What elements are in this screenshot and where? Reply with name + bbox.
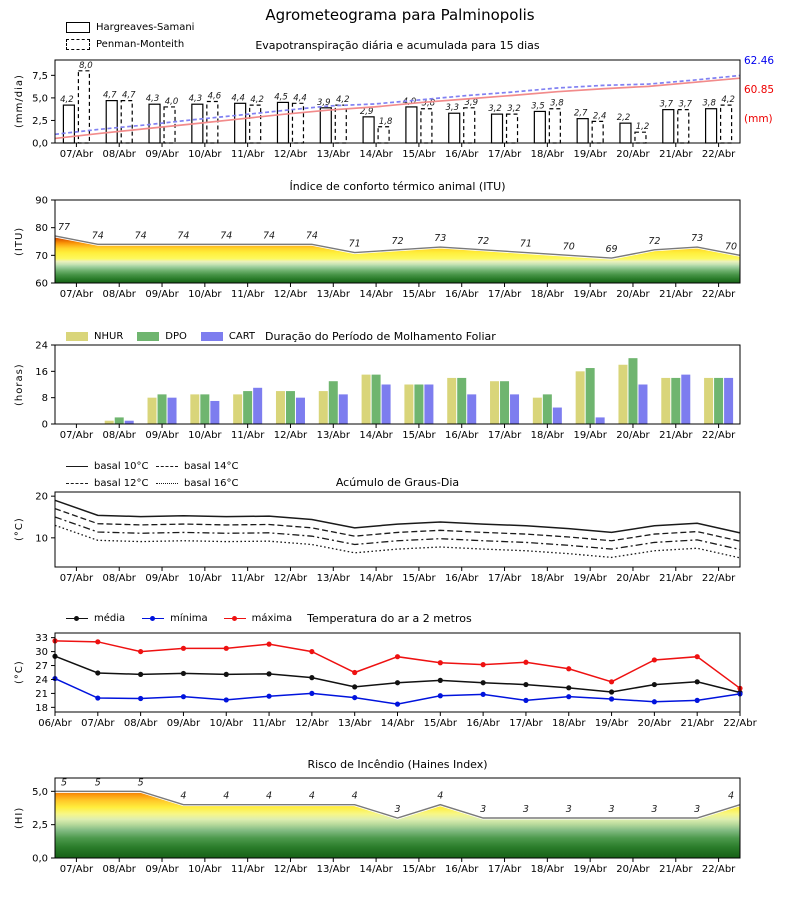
itu-chart — [0, 195, 800, 303]
svg-text:13/Abr: 13/Abr — [316, 430, 350, 441]
svg-text:7,5: 7,5 — [32, 70, 48, 82]
svg-text:3: 3 — [522, 804, 529, 815]
svg-text:12/Abr: 12/Abr — [295, 718, 329, 729]
svg-text:17/Abr: 17/Abr — [487, 573, 522, 584]
svg-text:4: 4 — [180, 790, 187, 802]
svg-text:08/Abr: 08/Abr — [102, 149, 136, 160]
svg-text:3: 3 — [651, 804, 658, 815]
svg-text:12/Abr: 12/Abr — [273, 430, 308, 441]
svg-text:8: 8 — [41, 393, 48, 405]
svg-text:3,8: 3,8 — [550, 98, 564, 109]
svg-text:3: 3 — [608, 804, 615, 815]
svg-text:11/Abr: 11/Abr — [230, 864, 265, 875]
svg-text:21/Abr: 21/Abr — [659, 864, 693, 875]
evapo-chart — [0, 55, 800, 163]
svg-text:3: 3 — [394, 804, 401, 815]
legend-label-minima: mínima — [170, 613, 208, 624]
svg-text:16/Abr: 16/Abr — [445, 864, 479, 875]
svg-text:30: 30 — [35, 647, 48, 659]
hargreaves-total-label: 60.85 — [744, 84, 775, 96]
svg-text:4,7: 4,7 — [121, 90, 136, 101]
svg-text:5,0: 5,0 — [32, 93, 48, 105]
svg-text:07/Abr: 07/Abr — [59, 430, 94, 441]
svg-text:07/Abr: 07/Abr — [59, 289, 94, 300]
svg-text:3: 3 — [480, 804, 487, 815]
svg-text:11/Abr: 11/Abr — [230, 430, 265, 441]
svg-text:11/Abr: 11/Abr — [230, 149, 265, 160]
svg-text:80: 80 — [35, 223, 48, 235]
svg-text:69: 69 — [605, 244, 618, 256]
svg-text:22/Abr: 22/Abr — [701, 430, 736, 441]
svg-text:4: 4 — [266, 790, 273, 802]
legend-label-penman: Penman-Monteith — [96, 39, 185, 50]
svg-text:18/Abr: 18/Abr — [552, 718, 586, 729]
temp-title: Temperatura do ar a 2 metros — [307, 612, 472, 625]
svg-text:19/Abr: 19/Abr — [573, 430, 607, 441]
svg-text:4,0: 4,0 — [402, 96, 417, 107]
svg-text:14/Abr: 14/Abr — [359, 430, 393, 441]
molhamento-chart — [0, 340, 800, 444]
svg-text:18/Abr: 18/Abr — [530, 573, 565, 584]
svg-text:3,8: 3,8 — [421, 98, 436, 109]
svg-text:3,2: 3,2 — [507, 104, 521, 115]
svg-text:10: 10 — [35, 533, 48, 545]
svg-text:20/Abr: 20/Abr — [616, 149, 650, 160]
svg-text:20/Abr: 20/Abr — [616, 289, 650, 300]
temp-legend-row — [66, 612, 472, 625]
svg-text:73: 73 — [434, 233, 447, 245]
svg-text:21: 21 — [35, 688, 48, 700]
svg-text:09/Abr: 09/Abr — [145, 864, 179, 875]
svg-text:4,2: 4,2 — [250, 95, 264, 106]
svg-text:70: 70 — [562, 241, 575, 253]
graus-ylabel: (°C) — [14, 517, 25, 542]
svg-text:4,6: 4,6 — [207, 91, 222, 102]
svg-text:4: 4 — [727, 790, 735, 802]
svg-text:22/Abr: 22/Abr — [701, 573, 736, 584]
molhamento-ylabel: (horas) — [14, 363, 25, 406]
svg-text:0,0: 0,0 — [32, 853, 48, 865]
svg-text:2,2: 2,2 — [616, 113, 631, 124]
svg-text:18/Abr: 18/Abr — [530, 430, 565, 441]
svg-text:73: 73 — [691, 233, 704, 245]
svg-text:14/Abr: 14/Abr — [380, 718, 415, 729]
svg-text:16/Abr: 16/Abr — [445, 289, 479, 300]
svg-text:13/Abr: 13/Abr — [316, 864, 350, 875]
svg-text:21/Abr: 21/Abr — [659, 149, 693, 160]
svg-text:15/Abr: 15/Abr — [402, 149, 436, 160]
svg-text:77: 77 — [57, 221, 71, 233]
svg-text:4,7: 4,7 — [102, 90, 117, 101]
svg-text:20/Abr: 20/Abr — [616, 573, 650, 584]
legend-label-basal12: basal 12°C — [94, 478, 149, 489]
itu-title: Índice de conforto térmico animal (ITU) — [289, 180, 506, 193]
svg-text:12/Abr: 12/Abr — [273, 573, 308, 584]
svg-text:3,2: 3,2 — [488, 104, 502, 115]
svg-text:14/Abr: 14/Abr — [359, 289, 393, 300]
legend-label-nhur: NHUR — [94, 331, 124, 342]
svg-text:10/Abr: 10/Abr — [188, 430, 222, 441]
svg-text:13/Abr: 13/Abr — [316, 149, 350, 160]
itu-ylabel: (ITU) — [14, 226, 25, 257]
svg-text:08/Abr: 08/Abr — [102, 430, 136, 441]
svg-text:14/Abr: 14/Abr — [359, 573, 393, 584]
svg-text:90: 90 — [35, 195, 48, 207]
page-title: Agrometeograma para Palminopolis — [265, 6, 535, 24]
svg-text:24: 24 — [35, 340, 48, 352]
svg-text:0,0: 0,0 — [32, 138, 48, 150]
svg-text:19/Abr: 19/Abr — [573, 864, 607, 875]
svg-text:3,3: 3,3 — [445, 103, 459, 114]
svg-text:4,3: 4,3 — [188, 94, 203, 105]
mm-unit-label: (mm) — [744, 113, 773, 125]
evapo-title: Evapotranspiração diária e acumulada para 15 dias — [255, 39, 540, 52]
svg-text:2,4: 2,4 — [592, 111, 607, 122]
svg-text:13/Abr: 13/Abr — [316, 289, 350, 300]
svg-text:3,7: 3,7 — [659, 99, 674, 110]
svg-text:70: 70 — [724, 241, 738, 253]
svg-text:18/Abr: 18/Abr — [530, 289, 565, 300]
svg-text:10/Abr: 10/Abr — [188, 149, 222, 160]
legend-label-basal14: basal 14°C — [184, 461, 239, 472]
svg-text:3,9: 3,9 — [317, 97, 331, 108]
svg-text:16/Abr: 16/Abr — [445, 149, 479, 160]
svg-text:20/Abr: 20/Abr — [637, 718, 672, 729]
svg-text:19/Abr: 19/Abr — [573, 289, 607, 300]
svg-text:27: 27 — [35, 661, 48, 673]
maxima-line-icon — [224, 618, 246, 619]
media-line-icon — [66, 618, 88, 619]
svg-text:3,7: 3,7 — [678, 99, 693, 110]
svg-text:5: 5 — [137, 777, 144, 789]
svg-text:10/Abr: 10/Abr — [188, 289, 222, 300]
svg-text:09/Abr: 09/Abr — [166, 718, 201, 729]
svg-text:16/Abr: 16/Abr — [466, 718, 500, 729]
graus-chart — [0, 487, 800, 587]
svg-text:07/Abr: 07/Abr — [59, 864, 94, 875]
legend-label-cart: CART — [228, 331, 256, 342]
svg-text:21/Abr: 21/Abr — [659, 289, 693, 300]
svg-text:06/Abr: 06/Abr — [38, 718, 72, 729]
svg-text:72: 72 — [391, 235, 404, 247]
svg-text:70: 70 — [35, 250, 48, 262]
svg-text:13/Abr: 13/Abr — [316, 573, 350, 584]
svg-text:19/Abr: 19/Abr — [573, 149, 607, 160]
svg-text:08/Abr: 08/Abr — [102, 864, 136, 875]
svg-text:16/Abr: 16/Abr — [445, 573, 479, 584]
svg-text:74: 74 — [305, 230, 318, 242]
svg-text:74: 74 — [263, 230, 276, 242]
basal10-line-icon — [66, 466, 88, 467]
svg-text:20/Abr: 20/Abr — [616, 430, 650, 441]
svg-text:5: 5 — [60, 777, 68, 789]
svg-text:4,2: 4,2 — [721, 95, 735, 106]
svg-text:10/Abr: 10/Abr — [188, 573, 222, 584]
svg-text:4,2: 4,2 — [60, 95, 74, 106]
svg-text:1,2: 1,2 — [635, 122, 650, 133]
legend-label-hargreaves: Hargreaves-Samani — [96, 22, 195, 33]
temp-ylabel: (°C) — [14, 660, 25, 685]
svg-text:14/Abr: 14/Abr — [359, 864, 393, 875]
svg-text:15/Abr: 15/Abr — [402, 289, 436, 300]
svg-text:72: 72 — [648, 235, 661, 247]
svg-text:07/Abr: 07/Abr — [81, 718, 115, 729]
svg-text:21/Abr: 21/Abr — [659, 430, 693, 441]
svg-text:10/Abr: 10/Abr — [209, 718, 243, 729]
svg-text:3,8: 3,8 — [702, 98, 716, 109]
svg-text:22/Abr: 22/Abr — [701, 149, 736, 160]
svg-text:19/Abr: 19/Abr — [573, 573, 607, 584]
svg-text:07/Abr: 07/Abr — [59, 573, 94, 584]
svg-text:09/Abr: 09/Abr — [145, 430, 179, 441]
haines-title: Risco de Incêndio (Haines Index) — [307, 758, 488, 771]
svg-text:3: 3 — [565, 804, 572, 815]
svg-text:72: 72 — [477, 235, 490, 247]
haines-ylabel: (HI) — [14, 806, 25, 830]
svg-text:8,0: 8,0 — [79, 60, 93, 71]
svg-text:4,3: 4,3 — [145, 94, 160, 105]
svg-text:24: 24 — [35, 674, 48, 686]
svg-text:13/Abr: 13/Abr — [337, 718, 372, 729]
svg-text:74: 74 — [91, 230, 104, 242]
svg-text:3: 3 — [694, 804, 701, 815]
legend-label-dpo: DPO — [165, 331, 187, 342]
svg-text:22/Abr: 22/Abr — [723, 718, 757, 729]
svg-text:17/Abr: 17/Abr — [487, 149, 522, 160]
svg-text:17/Abr: 17/Abr — [509, 718, 543, 729]
svg-text:18/Abr: 18/Abr — [530, 864, 565, 875]
svg-text:14/Abr: 14/Abr — [359, 149, 393, 160]
svg-text:12/Abr: 12/Abr — [273, 864, 308, 875]
svg-text:17/Abr: 17/Abr — [487, 864, 522, 875]
svg-text:11/Abr: 11/Abr — [252, 718, 286, 729]
svg-text:15/Abr: 15/Abr — [423, 718, 458, 729]
svg-text:15/Abr: 15/Abr — [402, 430, 436, 441]
evapo-legend-row-hargreaves — [66, 22, 194, 33]
svg-text:3,9: 3,9 — [464, 97, 478, 108]
svg-text:60: 60 — [35, 278, 48, 290]
graus-legend-row-1 — [66, 461, 238, 472]
svg-text:71: 71 — [348, 238, 361, 250]
svg-text:09/Abr: 09/Abr — [145, 149, 179, 160]
svg-text:4,5: 4,5 — [274, 92, 288, 103]
svg-text:2,5: 2,5 — [32, 115, 48, 127]
svg-text:4,2: 4,2 — [336, 95, 350, 106]
legend-label-media: média — [94, 613, 126, 624]
svg-text:4,4: 4,4 — [293, 93, 307, 104]
svg-text:08/Abr: 08/Abr — [102, 573, 136, 584]
svg-text:20: 20 — [35, 491, 48, 503]
svg-text:20/Abr: 20/Abr — [616, 864, 650, 875]
svg-text:07/Abr: 07/Abr — [59, 149, 94, 160]
svg-text:2,7: 2,7 — [573, 108, 588, 119]
svg-text:09/Abr: 09/Abr — [145, 573, 179, 584]
svg-text:33: 33 — [35, 633, 48, 645]
haines-chart — [0, 773, 800, 878]
svg-text:74: 74 — [134, 230, 147, 242]
svg-text:5: 5 — [94, 777, 101, 789]
svg-text:16/Abr: 16/Abr — [445, 430, 479, 441]
svg-text:1,8: 1,8 — [378, 116, 393, 127]
svg-text:09/Abr: 09/Abr — [145, 289, 179, 300]
legend-label-basal16: basal 16°C — [184, 478, 239, 489]
svg-text:3,5: 3,5 — [531, 101, 545, 112]
svg-text:12/Abr: 12/Abr — [273, 289, 308, 300]
svg-text:11/Abr: 11/Abr — [230, 289, 265, 300]
svg-text:08/Abr: 08/Abr — [123, 718, 158, 729]
svg-text:4: 4 — [223, 790, 230, 802]
legend-label-maxima: máxima — [251, 613, 293, 624]
graus-title: Acúmulo de Graus-Dia — [335, 476, 460, 489]
svg-text:5,0: 5,0 — [32, 786, 48, 798]
svg-text:2,5: 2,5 — [32, 820, 48, 832]
svg-text:10/Abr: 10/Abr — [188, 864, 222, 875]
svg-text:16: 16 — [35, 366, 48, 378]
svg-text:19/Abr: 19/Abr — [594, 718, 629, 729]
molhamento-title: Duração do Período de Molhamento Foliar — [265, 330, 496, 343]
evapo-ylabel: (mm/dia) — [14, 74, 25, 129]
temp-chart — [0, 628, 800, 732]
svg-text:4: 4 — [308, 790, 315, 802]
svg-text:18: 18 — [35, 702, 48, 714]
svg-text:21/Abr: 21/Abr — [680, 718, 714, 729]
svg-text:0: 0 — [41, 419, 48, 431]
svg-text:71: 71 — [519, 238, 532, 250]
svg-text:4,4: 4,4 — [231, 93, 245, 104]
svg-text:4: 4 — [351, 790, 358, 802]
basal14-line-icon — [156, 466, 178, 467]
svg-text:21/Abr: 21/Abr — [659, 573, 693, 584]
legend-label-basal10: basal 10°C — [94, 461, 149, 472]
svg-text:74: 74 — [177, 230, 190, 242]
svg-text:74: 74 — [220, 230, 233, 242]
hargreaves-swatch-icon — [66, 22, 90, 33]
svg-text:15/Abr: 15/Abr — [402, 573, 436, 584]
svg-text:11/Abr: 11/Abr — [230, 573, 265, 584]
svg-text:22/Abr: 22/Abr — [701, 864, 736, 875]
svg-text:2,9: 2,9 — [359, 106, 374, 117]
svg-text:4,0: 4,0 — [164, 96, 179, 107]
svg-text:08/Abr: 08/Abr — [102, 289, 136, 300]
svg-text:4: 4 — [437, 790, 444, 802]
svg-text:17/Abr: 17/Abr — [487, 289, 522, 300]
penman-total-label: 62.46 — [744, 55, 775, 67]
svg-text:12/Abr: 12/Abr — [273, 149, 308, 160]
svg-text:22/Abr: 22/Abr — [701, 289, 736, 300]
svg-text:17/Abr: 17/Abr — [487, 430, 522, 441]
svg-text:15/Abr: 15/Abr — [402, 864, 436, 875]
svg-text:18/Abr: 18/Abr — [530, 149, 565, 160]
minima-line-icon — [142, 618, 164, 619]
